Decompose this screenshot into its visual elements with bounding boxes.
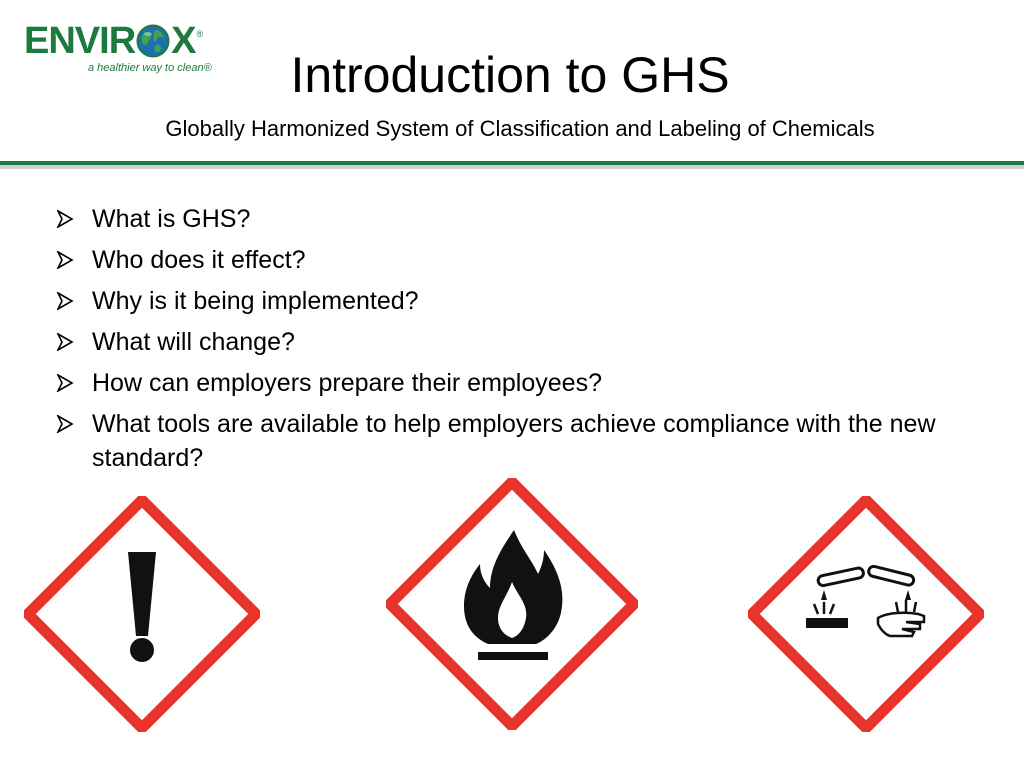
bullet-item bbox=[56, 407, 976, 475]
bullet-text: What tools are available to help employers achieve compliance with the new standard? bbox=[92, 410, 936, 472]
logo-wordmark-right: X bbox=[171, 20, 196, 62]
logo-registered-mark: ® bbox=[196, 28, 203, 39]
exclamation-mark-icon bbox=[24, 496, 260, 732]
flame-icon bbox=[386, 478, 638, 730]
header-divider-gray bbox=[0, 165, 1024, 169]
bullet-text: How can employers prepare their employees? bbox=[92, 369, 602, 397]
bullet-item bbox=[56, 243, 976, 277]
bullet-item bbox=[56, 325, 976, 359]
bullet-text: What will change? bbox=[92, 328, 295, 356]
bullet-text: What is GHS? bbox=[92, 205, 251, 233]
bullet-text: Who does it effect? bbox=[92, 246, 306, 274]
arrow-bullet-icon bbox=[56, 243, 92, 277]
logo-wordmark bbox=[24, 16, 202, 66]
envirox-logo bbox=[24, 16, 234, 78]
logo-tagline: a healthier way to clean® bbox=[88, 62, 212, 74]
bullet-list bbox=[56, 202, 976, 482]
bullet-item bbox=[56, 366, 976, 400]
bullet-text: Why is it being implemented? bbox=[92, 287, 419, 315]
arrow-bullet-icon bbox=[56, 202, 92, 236]
corrosion-icon bbox=[748, 496, 984, 732]
arrow-bullet-icon bbox=[56, 366, 92, 400]
bullet-item bbox=[56, 284, 976, 318]
page-subtitle: Globally Harmonized System of Classification and Labeling of Chemicals bbox=[165, 116, 875, 141]
bullet-item bbox=[56, 202, 976, 236]
globe-icon bbox=[136, 24, 170, 58]
arrow-bullet-icon bbox=[56, 407, 92, 441]
arrow-bullet-icon bbox=[56, 325, 92, 359]
logo-wordmark-left: ENVIR bbox=[24, 20, 136, 62]
page-title: Introduction to GHS bbox=[290, 47, 730, 103]
arrow-bullet-icon bbox=[56, 284, 92, 318]
